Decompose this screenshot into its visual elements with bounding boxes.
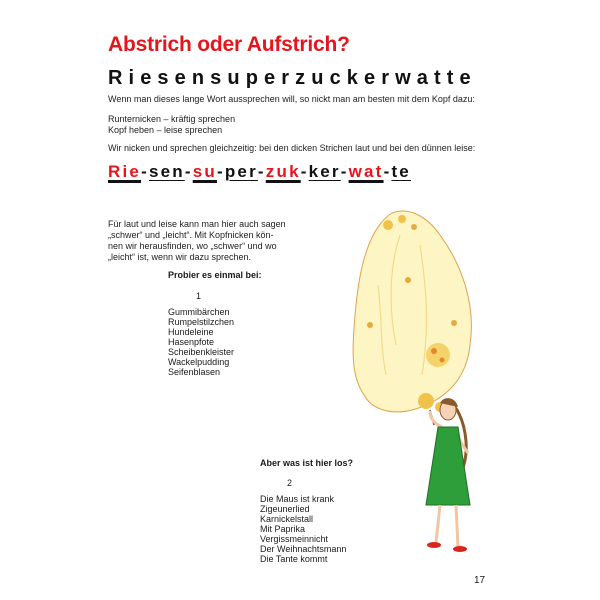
girl-with-cotton-candy-illustration	[330, 205, 490, 565]
list-item: Gummibärchen	[168, 307, 230, 317]
rules	[108, 114, 235, 136]
explanation	[108, 219, 286, 263]
syllable-hyphen: -	[216, 162, 225, 181]
syllable-line	[108, 162, 411, 182]
explanation-line: „schwer“ und „leicht“. Mit Kopfnicken kön-	[108, 230, 274, 240]
list-item: Die Tante kommt	[260, 554, 328, 564]
list-item: Hasenpfote	[168, 337, 215, 347]
rule-lift-head: Kopf heben – leise sprechen	[108, 125, 223, 135]
syllable-weak: per	[224, 162, 258, 181]
syllable-strong: su	[192, 162, 217, 181]
explanation-line: Für laut und leise kann man hier auch sagen	[108, 219, 286, 229]
section-1-list	[168, 307, 234, 377]
big-word: Riesensuperzuckerwatte	[108, 67, 477, 89]
syllable-strong: wat	[348, 162, 384, 181]
list-item: Scheibenkleister	[168, 347, 235, 357]
section-2-heading: Aber was ist hier los?	[260, 458, 354, 468]
section-2-number: 2	[287, 478, 293, 488]
syllable-hyphen: -	[340, 162, 349, 181]
syllable-hyphen: -	[383, 162, 392, 181]
list-item: Die Maus ist krank	[260, 494, 335, 504]
syllable-strong: zuk	[265, 162, 301, 181]
syllable-hyphen: -	[257, 162, 266, 181]
girl	[426, 398, 470, 552]
list-item: Der Weihnachtsmann	[260, 544, 347, 554]
list-item: Zigeunerlied	[260, 504, 310, 514]
instruction-text: Wir nicken und sprechen gleichzeitig: bei den dicken Strichen laut und bei den dünnen leise:	[108, 143, 476, 153]
syllable-strong: Rie	[108, 162, 142, 181]
syllable-weak: ker	[308, 162, 341, 181]
list-item: Karnickelstall	[260, 514, 314, 524]
syllable-weak: te	[391, 162, 411, 181]
intro-text: Wenn man dieses lange Wort aussprechen will, so nickt man am besten mit dem Kopf dazu:	[108, 94, 475, 104]
list-item: Rumpelstilzchen	[168, 317, 235, 327]
syllable-weak: sen	[148, 162, 185, 181]
section-1-heading: Probier es einmal bei:	[168, 270, 262, 280]
list-item: Mit Paprika	[260, 524, 306, 534]
syllable-hyphen: -	[300, 162, 309, 181]
page-number: 17	[474, 575, 486, 586]
explanation-line: „leicht“ ist, wenn wir dazu sprechen.	[108, 252, 252, 262]
explanation-line: nen wir herausfinden, wo „schwer“ und wo	[108, 241, 277, 251]
syllable-hyphen: -	[141, 162, 149, 181]
list-item: Vergissmeinnicht	[260, 534, 329, 544]
list-item: Hundeleine	[168, 327, 214, 337]
page-title: Abstrich oder Aufstrich?	[108, 33, 350, 56]
syllable-hyphen: -	[184, 162, 193, 181]
cotton-candy	[353, 211, 471, 412]
list-item: Seifenblasen	[168, 367, 221, 377]
section-1-number: 1	[196, 291, 202, 301]
list-item: Wackelpudding	[168, 357, 230, 367]
rule-nod-down: Runternicken – kräftig sprechen	[108, 114, 236, 124]
